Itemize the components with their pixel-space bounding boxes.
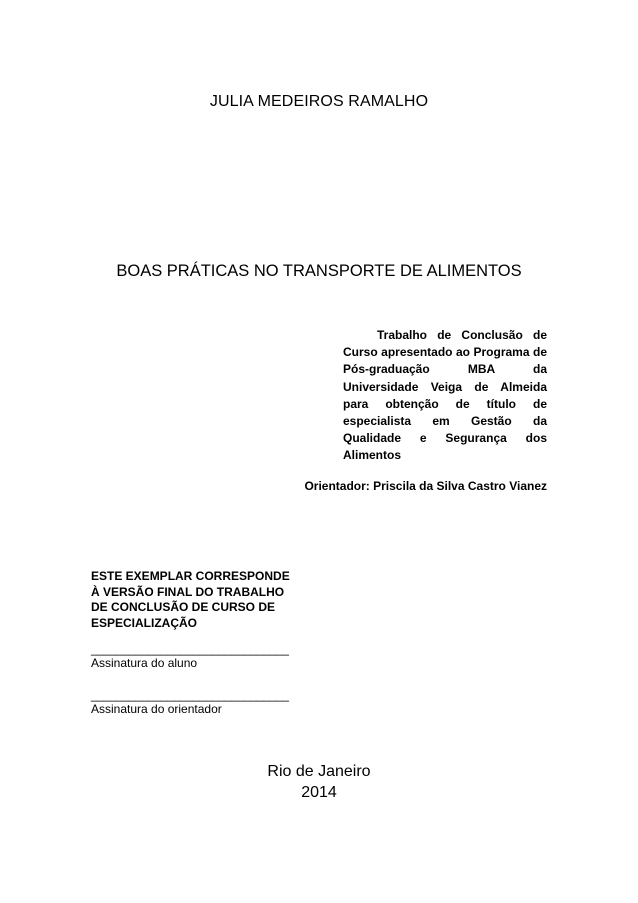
thesis-description: Trabalho de Conclusão de Curso apresentado ao Programa de Pós-graduação MBA da Universidade Veiga de Almeida para obtenção de título de especialista em Gestão da Qualidade e Segurança dos Alimentos	[343, 328, 547, 463]
notice-line: ESTE EXEMPLAR CORRESPONDE	[91, 569, 290, 583]
advisor-name: Orientador: Priscila da Silva Castro Vianez	[304, 479, 547, 493]
notice-line: ESPECIALIZAÇÃO	[91, 615, 198, 630]
notice-line: À VERSÃO FINAL DO TRABALHO	[91, 584, 285, 599]
year: 2014	[301, 784, 337, 801]
advisor-signature-line: _______________________________	[91, 688, 289, 702]
student-signature-line: _______________________________	[91, 642, 289, 656]
author-name: JULIA MEDEIROS RAMALHO	[209, 93, 429, 110]
student-signature-label: Assinatura do aluno	[91, 656, 198, 670]
city: Rio de Janeiro	[267, 763, 371, 780]
thesis-title: BOAS PRÁTICAS NO TRANSPORTE DE ALIMENTOS	[116, 262, 522, 280]
advisor-signature-label: Assinatura do orientador	[91, 702, 222, 716]
final-version-notice	[91, 569, 311, 631]
notice-line: DE CONCLUSÃO DE CURSO DE	[91, 600, 276, 614]
